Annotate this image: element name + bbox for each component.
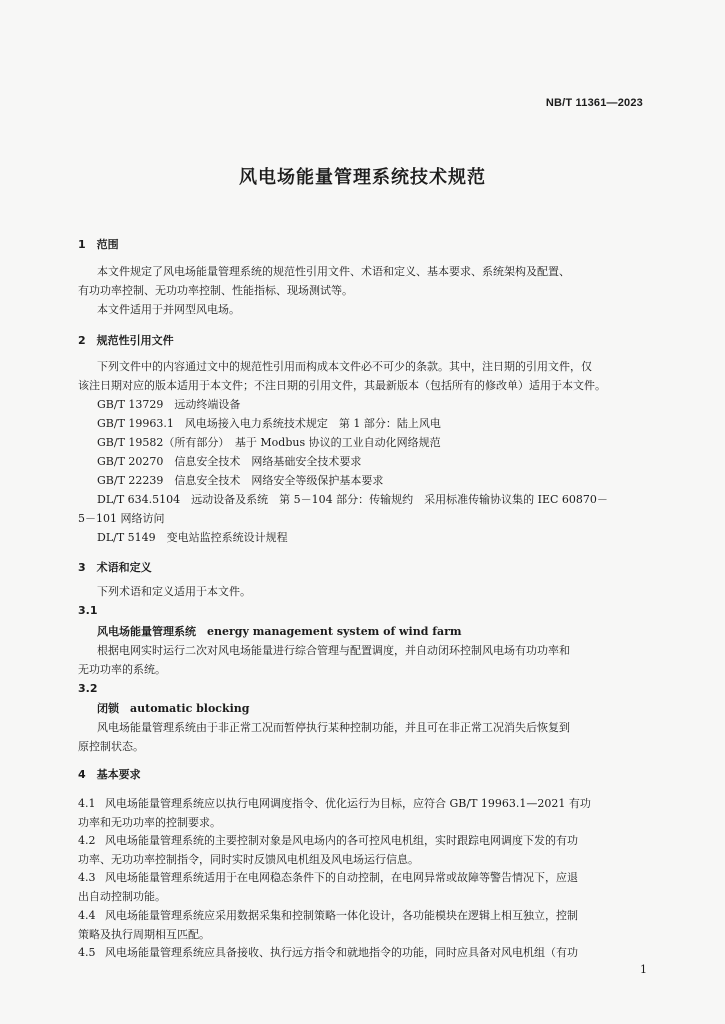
section-2-heading: 2 规范性引用文件 xyxy=(78,334,174,347)
term-definition-line: 无功功率的系统。 xyxy=(78,663,166,676)
requirement-number: 4.5 xyxy=(78,946,96,959)
requirement-number: 4.4 xyxy=(78,909,96,922)
section-1-line: 本文件适用于并网型风电场。 xyxy=(97,303,240,316)
section-3-intro: 下列术语和定义适用于本文件。 xyxy=(97,585,251,598)
requirement-line: 风电场能量管理系统的主要控制对象是风电场内的各可控风电机组，实时跟踪电网调度下发的有功 xyxy=(105,834,578,847)
requirement-line: 功率和无功功率的控制要求。 xyxy=(78,816,221,829)
requirement-line: 策略及执行周期相互匹配。 xyxy=(78,928,210,941)
requirement-number: 4.3 xyxy=(78,871,96,884)
section-4-heading: 4 基本要求 xyxy=(78,768,141,781)
reference-item: GB/T 19582（所有部分） 基于 Modbus 协议的工业自动化网络规范 xyxy=(97,436,441,449)
section-1-line: 本文件规定了风电场能量管理系统的规范性引用文件、术语和定义、基本要求、系统架构及配置、 xyxy=(97,265,570,278)
term-number: 3.2 xyxy=(78,682,98,695)
requirement-number: 4.2 xyxy=(78,834,96,847)
page-number: 1 xyxy=(640,963,647,976)
section-1-heading: 1 范围 xyxy=(78,238,119,251)
reference-item: DL/T 5149 变电站监控系统设计规程 xyxy=(97,531,288,544)
term-definition-line: 根据电网实时运行二次对风电场能量进行综合管理与配置调度，并自动闭环控制风电场有功功率和 xyxy=(97,644,570,657)
standard-number: NB/T 11361—2023 xyxy=(545,97,643,109)
section-1-line: 有功功率控制、无功功率控制、性能指标、现场测试等。 xyxy=(78,284,353,297)
term-definition-line: 风电场能量管理系统由于非正常工况而暂停执行某种控制功能，并且可在非正常工况消失后恢复到 xyxy=(97,721,570,734)
section-2-intro-line: 该注日期对应的版本适用于本文件；不注日期的引用文件，其最新版本（包括所有的修改单）适用于本文件。 xyxy=(78,379,606,392)
requirement-line: 风电场能量管理系统应具备接收、执行远方指令和就地指令的功能，同时应具备对风电机组（有功 xyxy=(105,946,578,959)
requirement-line: 风电场能量管理系统应采用数据采集和控制策略一体化设计，各功能模块在逻辑上相互独立，控制 xyxy=(105,909,578,922)
reference-item: DL/T 634.5104 远动设备及系统 第 5－104 部分：传输规约 采用标准传输协议集的 IEC 60870－ xyxy=(97,493,608,506)
reference-item: GB/T 19963.1 风电场接入电力系统技术规定 第 1 部分：陆上风电 xyxy=(97,417,441,430)
requirement-line: 出自动控制功能。 xyxy=(78,890,166,903)
term-number: 3.1 xyxy=(78,604,98,617)
requirement-line: 风电场能量管理系统适用于在电网稳态条件下的自动控制，在电网异常或故障等警告情况下，应退 xyxy=(105,871,578,884)
requirement-line: 风电场能量管理系统应以执行电网调度指令、优化运行为目标，应符合 GB/T 19963.1—2021 有功 xyxy=(105,797,591,810)
section-3-heading: 3 术语和定义 xyxy=(78,561,152,574)
term-title: 风电场能量管理系统 energy management system of wind farm xyxy=(97,625,462,638)
document-title: 风电场能量管理系统技术规范 xyxy=(239,167,486,188)
section-2-intro-line: 下列文件中的内容通过文中的规范性引用而构成本文件必不可少的条款。其中，注日期的引用文件，仅 xyxy=(97,360,592,373)
reference-item: GB/T 20270 信息安全技术 网络基础安全技术要求 xyxy=(97,455,362,468)
reference-item: GB/T 22239 信息安全技术 网络安全等级保护基本要求 xyxy=(97,474,384,487)
reference-item-continuation: 5－101 网络访问 xyxy=(78,512,165,525)
requirement-line: 功率、无功功率控制指令，同时实时反馈风电机组及风电场运行信息。 xyxy=(78,853,419,866)
term-definition-line: 原控制状态。 xyxy=(78,740,144,753)
term-title: 闭锁 automatic blocking xyxy=(97,702,250,715)
reference-item: GB/T 13729 远动终端设备 xyxy=(97,398,241,411)
requirement-number: 4.1 xyxy=(78,797,96,810)
